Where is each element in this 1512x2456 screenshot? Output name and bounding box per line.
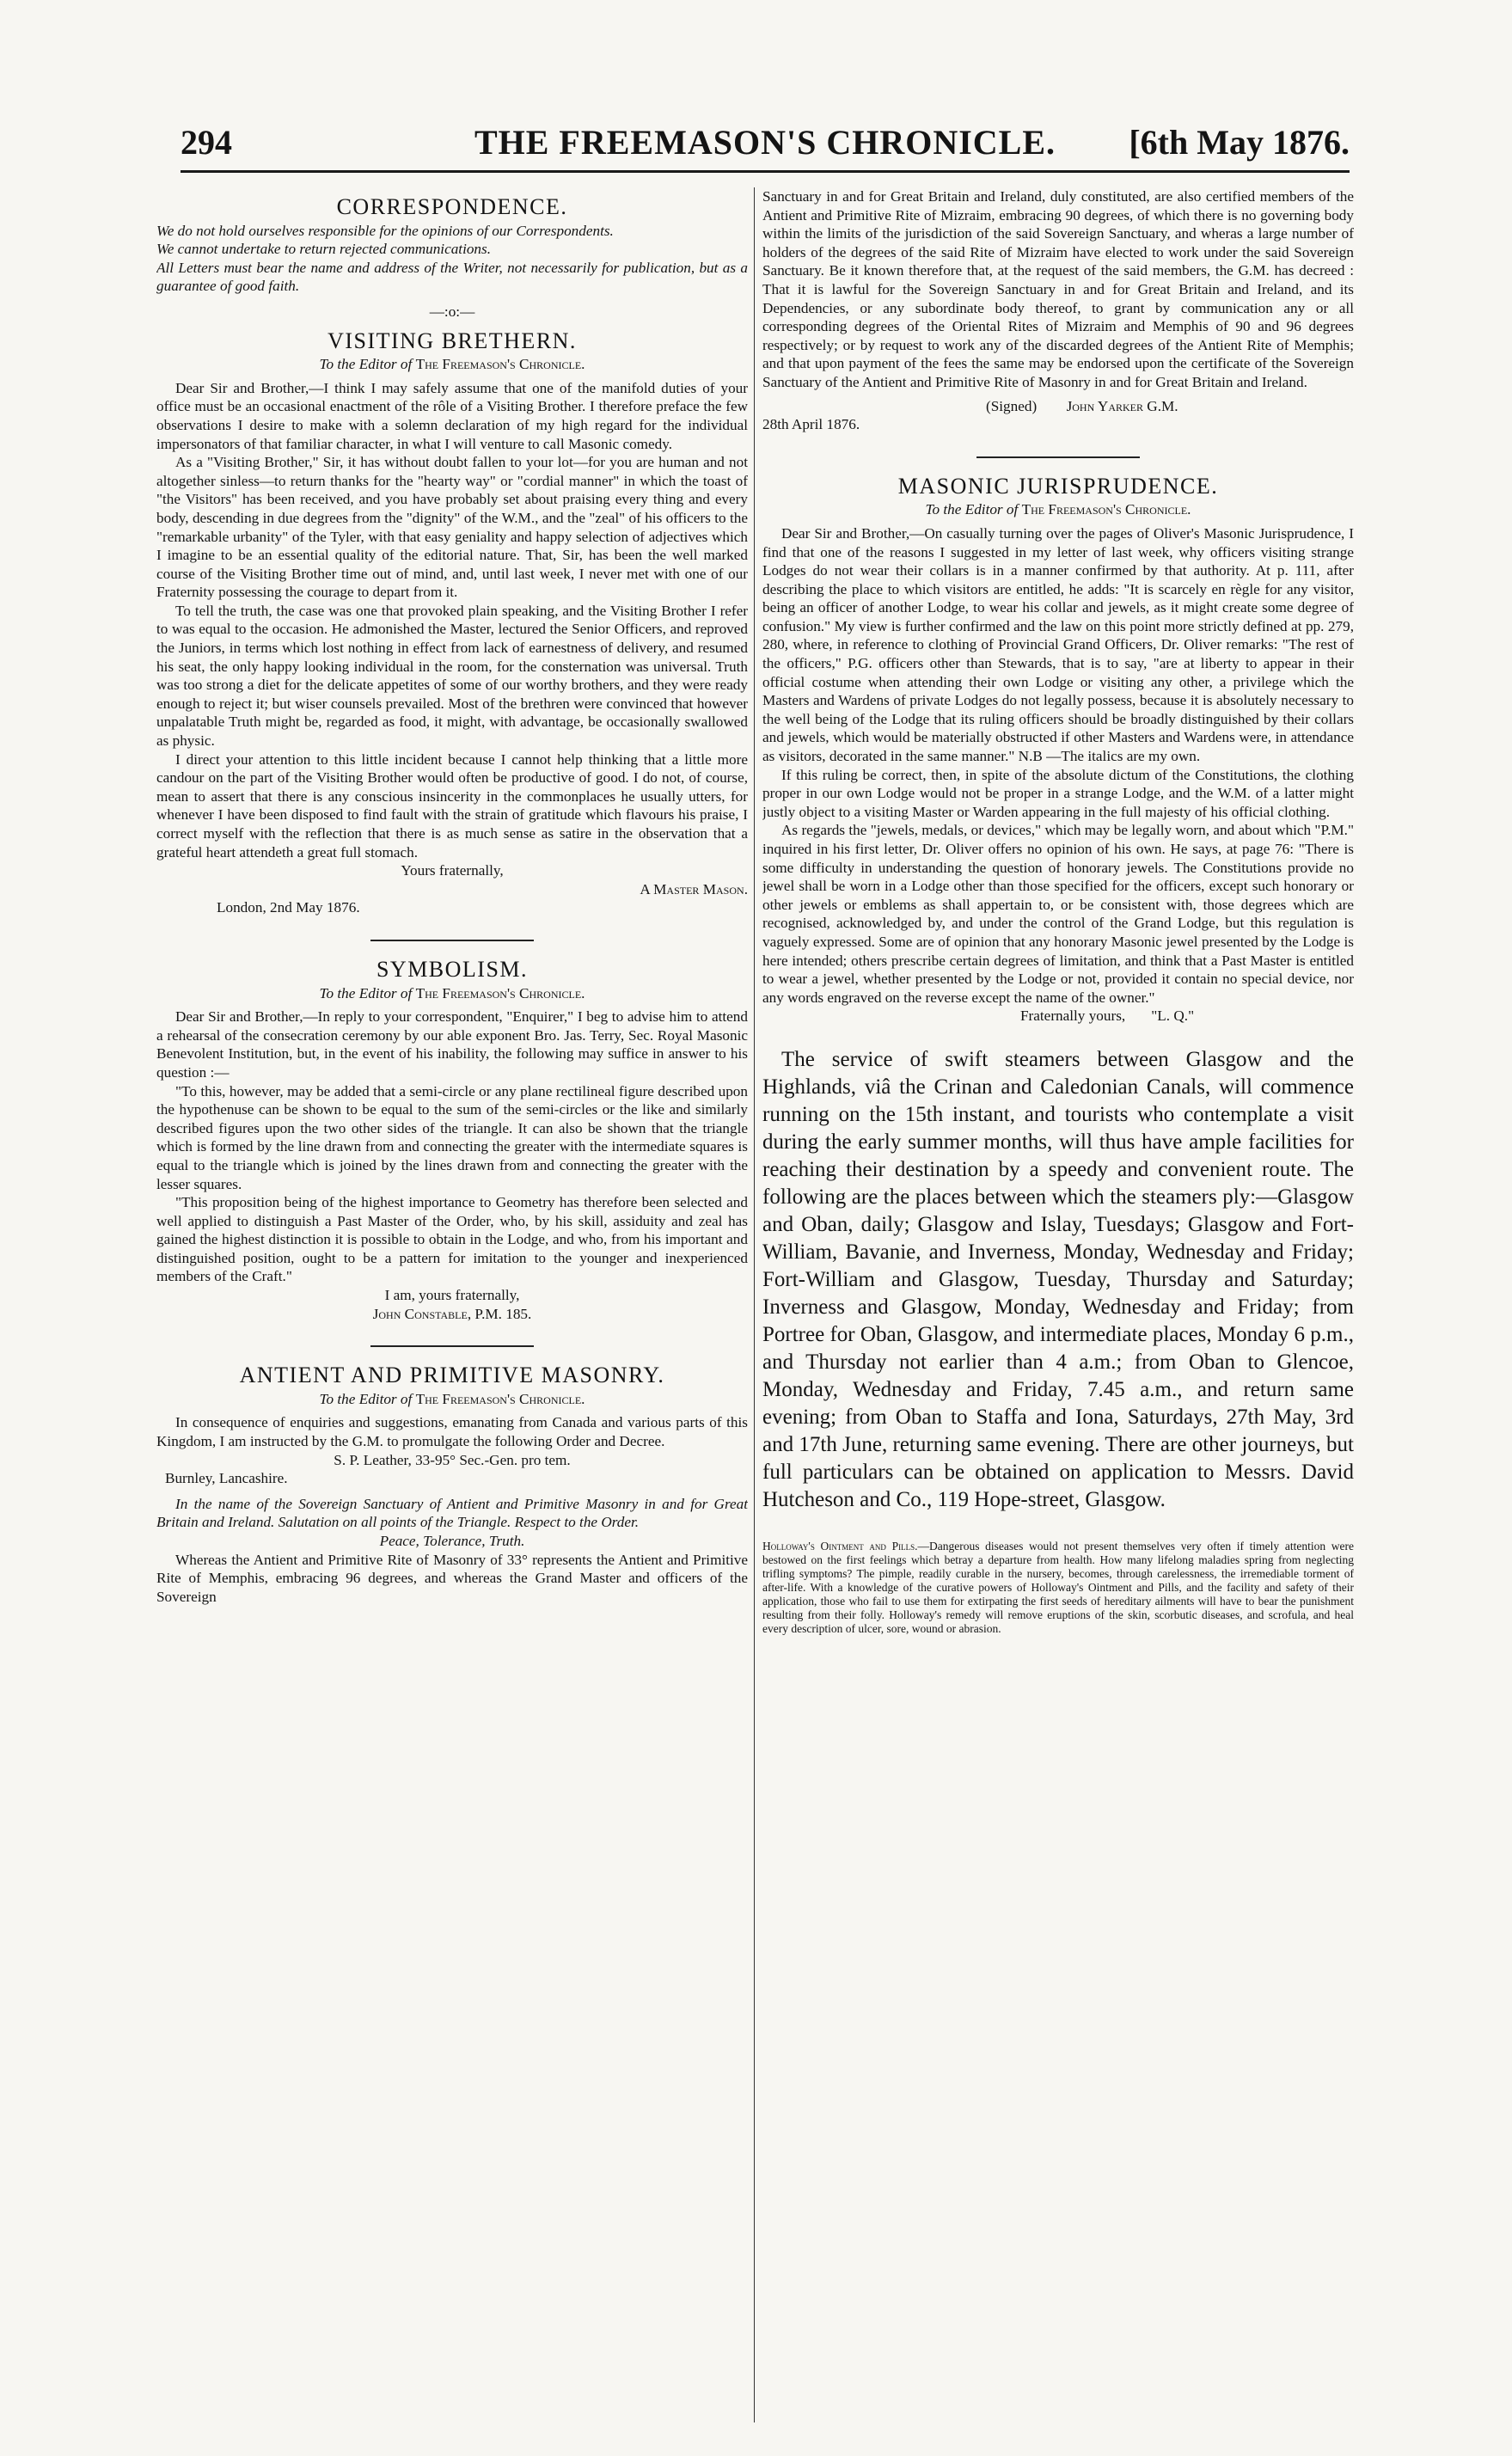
right-column [762, 187, 1354, 2440]
antient-paragraph-continued: Sanctuary in and for Great Britain and Ireland, duly constituted, are also certified members of the Antient and Primitive Rite of Mizraim, embracing 90 degrees, of which there is no governing body within the limits of the jurisdiction of the said Sovereign Sanctuary, and wheras a large number of holders of the degrees of the said Rite of Mizraim have elected to work under the said Sovereign Sanctuary. Be it known therefore that, at the request of the said members, the G.M. has decreed : That it is lawful for the Sovereign Sanctuary in and for Great Britain and Ireland, and its Dependencies, or any subordinate body thereof, to grant by communication any or all corresponding degrees of the Oriental Rites of Mizraim and Memphis of 90 and 96 degrees respectively; or by request to work any of the discarded degrees of the Antient Rite of Memphis; and that upon payment of the fees the same may be endorsed upon the certificate of the Sovereign Sanctuary of the Antient and Primitive Rite of Masonry in and for Great Britain and Ireland. [762, 188, 1354, 390]
visiting-place-date: London, 2nd May 1876. [217, 899, 360, 916]
antient-signed-line [762, 397, 1354, 416]
section-rule [370, 940, 534, 941]
antient-motto: Peace, Tolerance, Truth. [379, 1533, 525, 1549]
visiting-signature: A Master Mason. [640, 880, 748, 897]
antient-place: Burnley, Lancashire. [165, 1470, 288, 1487]
jurisprudence-sign-line [762, 1007, 1354, 1026]
symbolism-paragraph: Dear Sir and Brother,—In reply to your correspondent, "Enquirer," I beg to advise him to attend a rehearsal of the consecration ceremony by our able exponent Bro. Jas. Terry, Sec. Royal Masonic Benevolent Institution, but, in the event of his inability, the following may suffice in answer to his question :— [156, 1008, 748, 1081]
jurisprudence-paragraph: As regards the "jewels, medals, or devices," which may be legally worn, and about which "P.M." inquired in his first letter, Dr. Oliver offers no opinion of his own. He says, at page 76: "There is some difficulty in understanding the question of honorary jewels. The Constitutions provide no jewel shall be worn in a Lodge other than those specified for the officers, except such honorary or other jewels or emblems as shall appertain to, or be consistent with, those degrees which are recognised, acknowledged by, and under the control of the Grand Lodge, but this regulation is vaguely expressed. Some are of opinion that any honorary Masonic jewel presented by the Lodge is here intended; others prescribe certain degrees of limitation, and think that a Past Master is entitled to wear a jewel, whether presented by the Lodge or not, provided it contain no special device, nor any words engraved on the reverse except the name of the owner." [762, 822, 1354, 1006]
jurisprudence-closing: Fraternally yours, [1020, 1008, 1126, 1025]
symbolism-closing: I am, yours fraternally, [384, 1287, 520, 1304]
correspondence-note-2: We cannot undertake to return rejected communications. [156, 241, 492, 258]
issue-date: [6th May 1876. [1129, 123, 1350, 162]
correspondence-heading: CORRESPONDENCE. [336, 194, 568, 219]
jurisprudence-signature: "L. Q." [1151, 1008, 1195, 1025]
visiting-paragraph: As a "Visiting Brother," Sir, it has without doubt fallen to your lot—for you are human and not altogether sinless—to return thanks for the "hearty way" or "cordial manner" in which the toast of "the Visitors" has been received, and you have probably set about praising every thing and every body, descending in due degrees from the "dignity" of the W.M., and the "zeal" of his officers to the "remarkable urbanity" of the Tyler, with that easy geniality and happy selection of adjectives which I imagine to be an essential quality of the editorial nature. That, Sir, has been the well marked course of the Visiting Brother time out of mind, and, until last week, I never met with one of our Fraternity possessing the courage to depart from it. [156, 454, 748, 601]
paper-name: The Freemason's Chronicle. [415, 984, 585, 1001]
antient-heading: ANTIENT AND PRIMITIVE MASONRY. [239, 1363, 665, 1388]
visiting-paragraph: Dear Sir and Brother,—I think I may safely assume that one of the manifold duties of your office must be an occasional enactment of the rôle of a Visiting Brother. I therefore preface the few observations I desire to make with a solemn declaration of my high regard for the individual impersonators of that familiar character, in what I will venture to call Masonic comedy. [156, 379, 748, 452]
advert-lead: Holloway's Ointment and Pills. [762, 1539, 918, 1553]
newspaper-title: THE FREEMASON'S CHRONICLE. [474, 123, 1056, 162]
holloway-advert [762, 1540, 1354, 1636]
paper-name: The Freemason's Chronicle. [415, 356, 585, 373]
symbolism-heading: SYMBOLISM. [376, 956, 529, 982]
to-editor-label: To the Editor of [319, 1390, 413, 1407]
signed-name: John Yarker G.M. [1066, 397, 1178, 414]
antient-paragraph: In consequence of enquiries and suggestions, emanating from Canada and various parts of this Kingdom, I am instructed by the G.M. to promulgate the following Order and Decree. [156, 1414, 748, 1450]
symbolism-signature: John Constable, P.M. 185. [372, 1305, 532, 1322]
visiting-heading: VISITING BRETHERN. [327, 328, 577, 353]
paper-name: The Freemason's Chronicle. [415, 1390, 585, 1407]
masthead [181, 122, 1350, 173]
antient-signature: S. P. Leather, 33-95° Sec.-Gen. pro tem. [334, 1451, 571, 1468]
column-divider [754, 187, 755, 2422]
antient-paragraph: Whereas the Antient and Primitive Rite of Masonry of 33° represents the Antient and Primitive Rite of Memphis, embracing 96 degrees, and whereas the Grand Master and officers of the Sovereign [156, 1551, 748, 1605]
visiting-closing: Yours fraternally, [401, 862, 504, 879]
antient-addressee [156, 1390, 748, 1409]
correspondence-note-1: We do not hold ourselves responsible for the opinions of our Correspondents. [156, 222, 614, 239]
steamers-notice: The service of swift steamers between Glasgow and the Highlands, viâ the Crinan and Caledonian Canals, will commence running on the 15th instant, and tourists who contemplate a visit during the early summer months, will thus have ample facilities for reaching their destination by a speedy and convenient route. The following are the places between which the steamers ply:—Glasgow and Oban, daily; Glasgow and Islay, Tuesdays; Glasgow and Fort-William, Bavanie, and Inverness, Monday, Wednesday and Friday; Fort-William and Glasgow, Tuesday, Thursday and Saturday; Inverness and Glasgow, Monday, Wednesday and Friday; from Portree for Oban, Glasgow, and intermediate places, Monday 6 p.m., and Thursday not earlier than 4 a.m.; from Oban to Glencoe, Monday, Wednesday and Friday, 7.45 a.m., and return same evening; from Oban to Staffa and Iona, Saturdays, 27th May, 3rd and 17th June, returning same evening. There are other journeys, but full particulars can be obtained on application to Messrs. David Hutcheson and Co., 119 Hope-street, Glasgow. [762, 1047, 1354, 1511]
jurisprudence-addressee [762, 500, 1354, 519]
to-editor-label: To the Editor of [925, 501, 1019, 518]
jurisprudence-paragraph: Dear Sir and Brother,—On casually turning over the pages of Oliver's Masonic Jurisprudence, I find that one of the reasons I suggested in my letter of last week, why officers visiting strange Lodges do not wear their collars is in a manner confirmed by that authority. At p. 111, after describing the place to which visitors are entitled, he adds: "It is scarcely en règle for any visitor, being an officer of another Lodge, to wear his collar and jewels, as it might create some degree of confusion." My view is further confirmed and the law on this point more strictly defined at pp. 279, 280, where, in reference to clothing of Provincial Grand Officers, Dr. Oliver remarks: "The rest of the officers," P.G. officers other than Stewards, that is to say, "are at liberty to appear in their official costume when attending their own Lodge or visiting any other, a privilege which the Masters and Wardens of private Lodges do not legally possess, because it is absolutely necessary to the well being of the Lodge that its ruling officers should be broadly distinguished by their collars and jewels, which would be materially obstructed if other Masters and Wardens were, in attendance as visitors, decorated in the same manner." N.B —The italics are my own. [762, 524, 1354, 765]
advert-text: —Dangerous diseases would not present themselves very often if timely attention were bestowed on the first feelings which betray a departure from health. How many lifelong maladies spring from neglecting trifling symptoms? The pimple, readily curable in the nursery, becomes, through carelessness, the irremediable torment of after-life. With a knowledge of the curative powers of Holloway's Ointment and Pills, and the facility and safety of their application, those who fail to use them for extirpating the first seeds of hereditary ailments will have to bear the punishment resulting from their folly. Holloway's remedy will remove eruptions of the skin, scorbutic diseases, and scrofula, and heal every description of ulcer, sore, wound or abrasion. [762, 1539, 1354, 1635]
jurisprudence-heading: MASONIC JURISPRUDENCE. [897, 473, 1219, 499]
to-editor-label: To the Editor of [319, 356, 413, 373]
signed-label: (Signed) [986, 397, 1038, 414]
antient-date: 28th April 1876. [762, 416, 860, 433]
symbolism-paragraph: "To this, however, may be added that a semi-circle or any plane rectilineal figure described upon the hypothenuse can be shown to be equal to the sum of the semi-circles or the like and similarly described figures upon the two other sides of the triangle. It can also be shown that the triangle which is formed by the line drawn from and connecting the greater with the intermediate squares is equal to the triangle which is joined by the lines drawn from and connecting the greater with the lesser squares. [156, 1082, 748, 1192]
antient-salutation: In the name of the Sovereign Sanctuary of Antient and Primitive Masonry in and for Great Britain and Ireland. Salutation on all points of the Triangle. Respect to the Order. [156, 1495, 748, 1531]
jurisprudence-paragraph: If this ruling be correct, then, in spite of the absolute dictum of the Constitutions, the clothing proper in our own Lodge would not be proper in a strange Lodge, and the W.M. of a latter might justly object to a visiting Master or Warden appearing in the full majesty of his official clothing. [762, 766, 1354, 820]
visiting-paragraph: I direct your attention to this little incident because I cannot help thinking that a little more candour on the part of the Visiting Brother would often be productive of good. I do not, of course, mean to assert that there is any conscious insincerity in the commonplaces he usually utters, for whenever I have been disposed to find fault with the strain of gratitude which flavours his praise, I correct myself with the reflection that there is as much sense as satire in the observation that a grateful heart attendeth a great full stomach. [156, 750, 748, 861]
symbolism-paragraph: "This proposition being of the highest importance to Geometry has therefore been selected and well applied to distinguish a Past Master of the Order, who, by his skill, assiduity and zeal has gained the highest distinction it is possible to obtain in the Lodge, and who, from his important and distinguished position, ought to be a pattern for imitation to the younger and inexperienced members of the Craft." [156, 1194, 748, 1285]
page-number: 294 [181, 123, 232, 162]
section-rule [976, 456, 1140, 458]
visiting-paragraph: To tell the truth, the case was one that provoked plain speaking, and the Visiting Brother I refer to was equal to the occasion. He admonished the Master, lectured the Senior Officers, and reproved the Juniors, in terms which lost nothing in effect from lack of earnestness of delivery, and resumed his seat, the only happy looking individual in the room, for the consternation was universal. Truth was too strong a diet for the delicate appetites of some of our worthy brothers, and they were ready enough to reject it; but wiser counsels prevailed. Most of the brethren were convinced that however unpalatable Truth might be, regarded as food, it might, with advantage, be occasionally swallowed as physic. [156, 602, 748, 750]
visiting-addressee [156, 355, 748, 374]
section-rule [370, 1345, 534, 1347]
symbolism-addressee [156, 984, 748, 1003]
left-column [156, 187, 748, 2440]
separator-ornament: —:o:— [429, 303, 475, 320]
to-editor-label: To the Editor of [319, 984, 413, 1001]
correspondence-note-3: All Letters must bear the name and address of the Writer, not necessarily for publication, but as a guarantee of good faith. [156, 259, 748, 295]
paper-name: The Freemason's Chronicle. [1021, 501, 1191, 518]
